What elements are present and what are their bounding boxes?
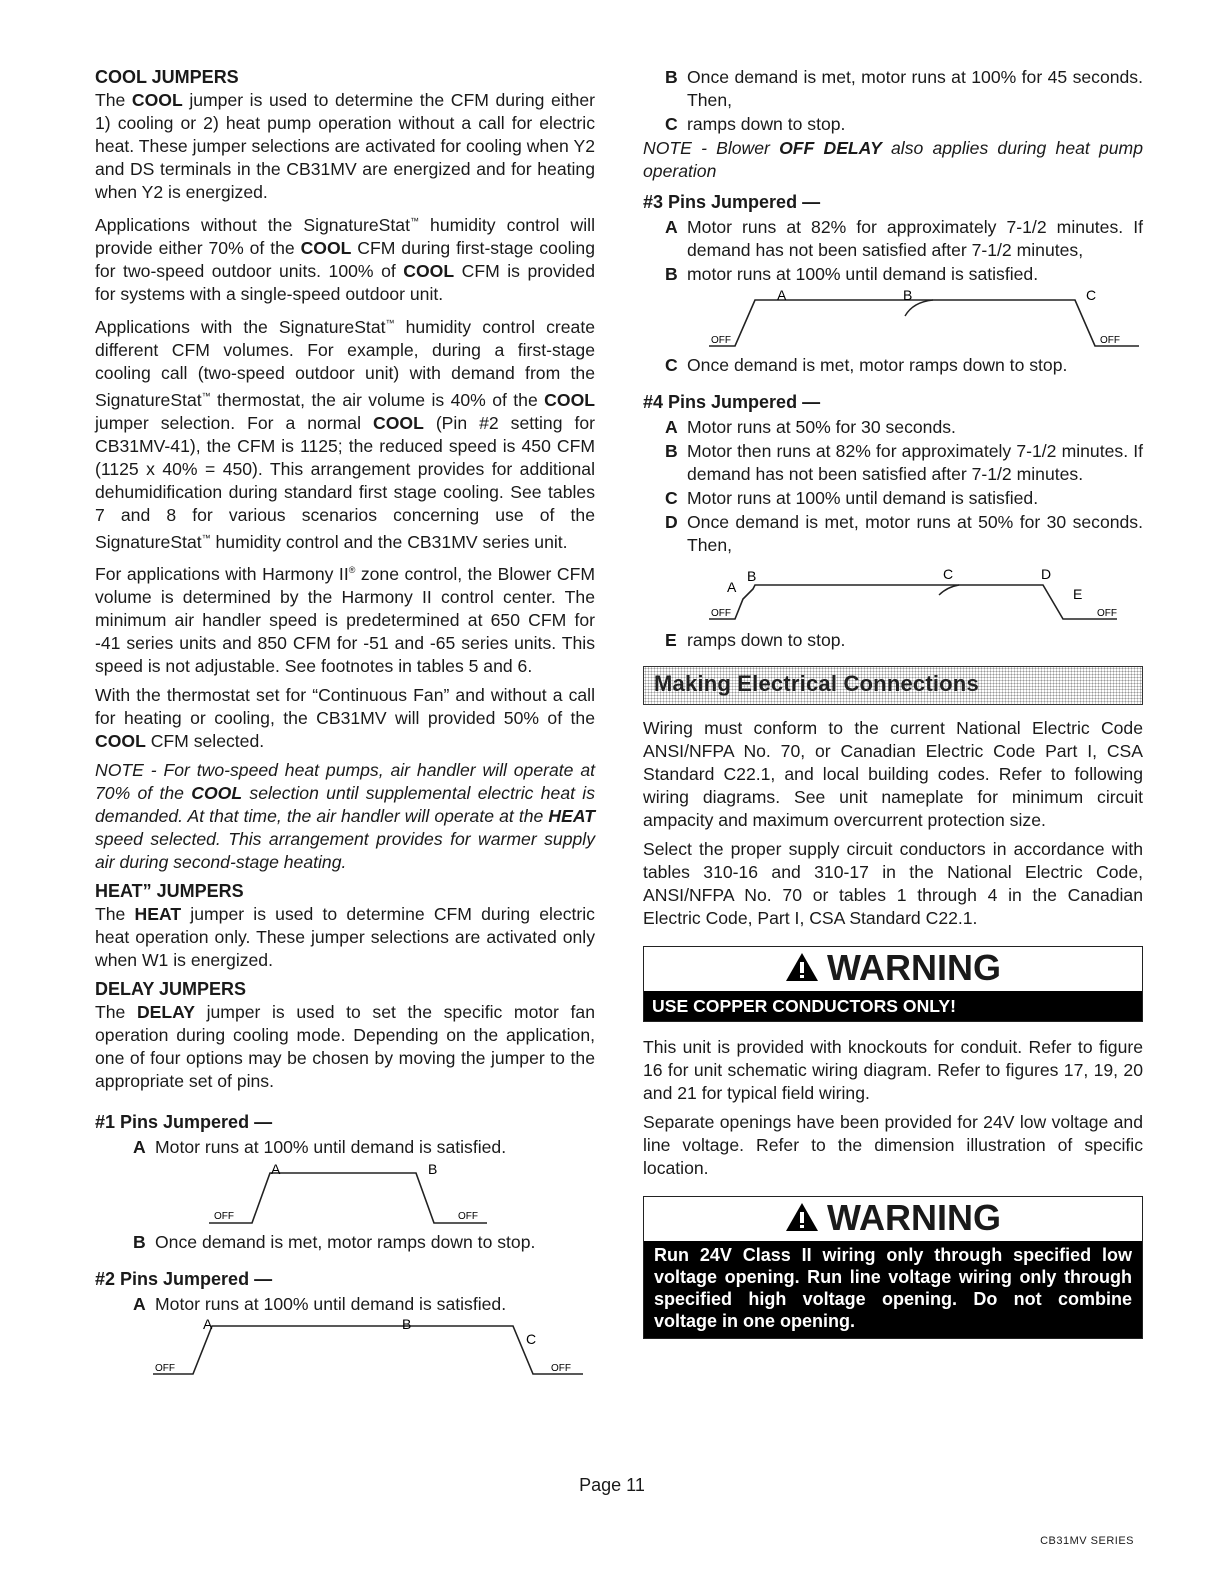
cool-para-3: Applications with the SignatureStat™ humidity control create different CFM volumes. For example, during a first-stage cooling call (two-speed outdoor unit) with demand from the SignatureStat™ thermostat, the air volume is 40% of the COOL jumper selection. For a normal COOL (Pin #2 setting for CB31MV-41), the CFM is 1125; the reduced speed is 450 CFM (1125 x 40% = 450). This arrangement provides for additional dehumidification during standard first stage cooling. See tables 7 and 8 for various scenarios concerning use of the SignatureStat™ humidity control and the CB31MV series unit.: [95, 316, 596, 552]
pin2-heading: #2 Pins Jumpered —: [95, 1269, 273, 1290]
diagram-label-c: C: [1086, 288, 1097, 303]
electrical-para-3: This unit is provided with knockouts for conduit. Refer to figure 16 for unit schematic wiring diagram. Refer to figures 17, 19, 20 and 21 for typical field wiring.: [643, 1037, 1143, 1103]
diagram-label-off: OFF: [458, 1211, 478, 1223]
diagram-label-d: D: [1041, 566, 1052, 582]
pin3-timing-diagram: [643, 288, 1143, 350]
page-number: Page 11: [579, 1475, 645, 1495]
diagram-label-b: B: [428, 1161, 438, 1178]
off-delay-note: NOTE - Blower OFF DELAY also applies during heat pump operation: [643, 138, 1143, 181]
diagram-label-c: C: [943, 566, 954, 582]
pin2-item-a: A Motor runs at 100% until demand is satisfied.: [133, 1294, 507, 1315]
warning-body: Run 24V Class II wiring only through specified low voltage opening. Run line voltage wiring only through specified high voltage opening. Do not combine voltage in one opening.: [644, 1241, 1142, 1338]
pin3-item-a: A Motor runs at 82% for approximately 7-1/2 minutes. If demand has not been satisfied after 7-1/2 minutes,: [665, 217, 1143, 260]
heat-para: The HEAT jumper is used to determine CFM during electric heat operation only. These jumper selections are activated only when W1 is energized.: [95, 904, 595, 971]
diagram-label-off: OFF: [711, 608, 731, 619]
diagram-label-a: A: [727, 579, 737, 595]
right-column: [643, 66, 1143, 1353]
warning-triangle-icon: [785, 1202, 819, 1232]
diagram-label-off: OFF: [155, 1363, 175, 1375]
diagram-label-a: A: [271, 1161, 281, 1178]
electrical-para-2: Select the proper supply circuit conductors in accordance with tables 310-16 and 310-17 in the National Electric Code, ANSI/NFPA No. 70 or tables 1 through 4 in the Canadian Electric Code, Part I, CSA Standard C22.1.: [643, 839, 1143, 928]
section-banner: Making Electrical Connections: [643, 666, 1143, 705]
diagram-label-off: OFF: [214, 1211, 234, 1223]
pin2-item-b: B Once demand is met, motor runs at 100% for 45 seconds. Then,: [665, 67, 1143, 110]
pin4-item-b: B Motor then runs at 82% for approximately 7-1/2 minutes. If demand has not been satisfied after 7-1/2 minutes.: [665, 441, 1143, 484]
pin4-item-a: A Motor runs at 50% for 30 seconds.: [665, 417, 956, 437]
diagram-label-off: OFF: [1097, 608, 1117, 619]
warning-title: WARNING: [644, 947, 1142, 991]
pin4-item-c: C Motor runs at 100% until demand is satisfied.: [665, 488, 1039, 508]
diagram-label-off: OFF: [1100, 335, 1120, 346]
pin3-item-b: B motor runs at 100% until demand is satisfied.: [665, 264, 1039, 284]
delay-para: The DELAY jumper is used to set the specific motor fan operation during cooling mode. Depending on the application, one of four options may be chosen by moving the jumper to the appropriate set of pins.: [95, 1002, 595, 1092]
cool-note: NOTE - For two-speed heat pumps, air handler will operate at 70% of the COOL selection until supplemental electric heat is demanded. At that time, the air handler will operate at the HEAT speed selected. This arrangement provides for warmer supply air during second-stage heating.: [95, 760, 596, 873]
pin4-timing-diagram: [643, 559, 1143, 625]
diagram-label-off: OFF: [711, 335, 731, 346]
warning-box-copper: [643, 946, 1143, 1022]
pin4-item-d: D Once demand is met, motor runs at 50% for 30 seconds. Then,: [665, 512, 1143, 555]
electrical-para-1: Wiring must conform to the current National Electric Code ANSI/NFPA No. 70, or Canadian Electric Code Part I, CSA Standard C22.1, and local building codes. Refer to following wiring diagrams. See unit nameplate for minimum circuit ampacity and maximum overcurrent protection size.: [643, 718, 1143, 830]
pin4-heading: #4 Pins Jumpered —: [643, 392, 821, 412]
cool-para-2: Applications without the SignatureStat™ humidity control will provide either 70% of the COOL CFM during first-stage cooling for two-speed outdoor units. 100% of COOL CFM is provided for systems with a single-speed outdoor unit.: [95, 214, 595, 304]
series-label: CB31MV SERIES: [1040, 1535, 1134, 1547]
diagram-label-b: B: [747, 568, 757, 584]
left-column: [95, 66, 595, 1382]
diagram-label-a: A: [777, 288, 787, 303]
pin1-timing-diagram: [95, 1161, 595, 1227]
diagram-label-b: B: [402, 1318, 412, 1333]
cool-jumpers-heading: COOL JUMPERS: [95, 67, 239, 87]
warning-body: USE COPPER CONDUCTORS ONLY!: [644, 991, 1142, 1021]
pin2-timing-diagram: [95, 1318, 595, 1378]
pin2-item-c: C ramps down to stop.: [665, 114, 846, 134]
warning-title: WARNING: [644, 1197, 1142, 1241]
cool-para-4: For applications with Harmony II® zone control, the Blower CFM volume is determined by the Harmony II control center. The minimum air handler speed is predetermined at 650 CFM for -41 series units and 850 CFM for -51 and -65 series units. This speed is not adjustable. See footnotes in tables 5 and 6.: [95, 564, 596, 677]
warning-box-voltage: [643, 1196, 1143, 1339]
pin1-item-b: B Once demand is met, motor ramps down to stop.: [133, 1232, 536, 1253]
cool-para-5: With the thermostat set for “Continuous Fan” and without a call for heating or cooling, the CB31MV will provided 50% of the COOL CFM selected.: [95, 685, 595, 752]
delay-jumpers-heading: DELAY JUMPERS: [95, 979, 247, 1000]
pin4-item-e: E ramps down to stop.: [665, 630, 846, 650]
heat-jumpers-heading: HEAT” JUMPERS: [95, 881, 244, 902]
cool-para-1: The COOL jumper is used to determine the CFM during either 1) cooling or 2) heat pump operation without a call for electric heat. These jumper selections are activated for cooling when Y2 and DS terminals in the CB31MV are energized and for heating when Y2 is energized.: [95, 90, 595, 202]
diagram-label-off: OFF: [551, 1363, 571, 1375]
diagram-label-a: A: [203, 1318, 213, 1333]
diagram-label-b: B: [903, 288, 913, 303]
electrical-para-4: Separate openings have been provided for 24V low voltage and line voltage. Refer to the dimension illustration of specific location.: [643, 1112, 1143, 1178]
pin3-item-c: C Once demand is met, motor ramps down to stop.: [665, 355, 1068, 375]
warning-triangle-icon: [785, 952, 819, 982]
diagram-label-c: C: [526, 1331, 537, 1348]
diagram-label-e: E: [1073, 586, 1083, 602]
pin1-heading: #1 Pins Jumpered —: [95, 1112, 273, 1133]
pin1-item-a: A Motor runs at 100% until demand is satisfied.: [133, 1137, 507, 1158]
pin3-heading: #3 Pins Jumpered —: [643, 192, 821, 212]
